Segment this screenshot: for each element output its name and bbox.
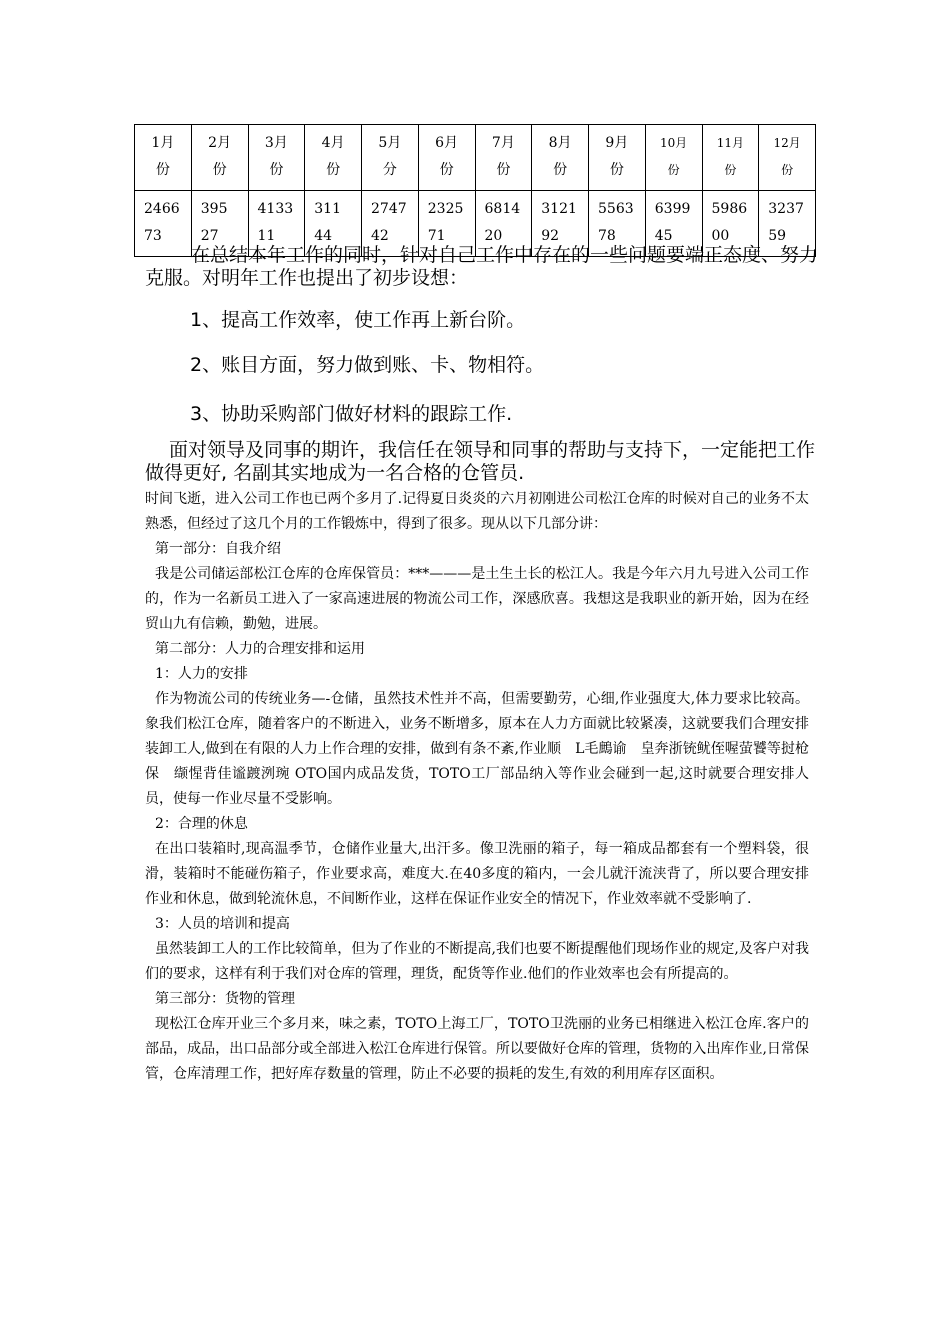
value-cell: 311 44 bbox=[305, 191, 362, 257]
section-heading: 第二部分：人力的合理安排和运用 bbox=[155, 641, 365, 657]
month-header-cell: 6月 份 bbox=[418, 125, 475, 191]
value-cell: 3237 59 bbox=[759, 191, 816, 257]
subsection-heading: 2：合理的休息 bbox=[155, 816, 248, 832]
month-header-cell: 1月 份 bbox=[135, 125, 192, 191]
subsection-heading: 3：人员的培训和提高 bbox=[155, 916, 290, 932]
plan-item: 3、协助采购部门做好材料的跟踪工作. bbox=[190, 403, 513, 425]
section-heading: 第一部分：自我介绍 bbox=[155, 541, 281, 557]
month-header-cell: 5月 分 bbox=[362, 125, 419, 191]
month-header-cell: 4月 份 bbox=[305, 125, 362, 191]
body-paragraph: 虽然装卸工人的工作比较简单，但为了作业的不断提高,我们也要不断提醒他们现场作业的规定,及客户对我们的要求，这样有利于我们对仓库的管理，理货，配货等作业.他们的作业效率也会有所提高的。 bbox=[145, 941, 809, 982]
plan-item: 1、提高工作效率，使工作再上新台阶。 bbox=[190, 309, 526, 331]
month-header-cell: 3月 份 bbox=[248, 125, 305, 191]
opening-paragraph: 时间飞逝，进入公司工作也已两个多月了.记得夏日炎炎的六月初刚进公司松江仓库的时候对自己的业务不太熟悉，但经过了这几个月的工作锻炼中，得到了很多。现从以下几部分讲： bbox=[145, 491, 809, 532]
value-cell: 3121 92 bbox=[532, 191, 589, 257]
value-cell: 6814 20 bbox=[475, 191, 532, 257]
month-header-cell: 2月 份 bbox=[191, 125, 248, 191]
month-header-cell: 10月 份 bbox=[645, 125, 702, 191]
value-cell: 2747 42 bbox=[362, 191, 419, 257]
month-header-cell: 8月 份 bbox=[532, 125, 589, 191]
value-cell: 6399 45 bbox=[645, 191, 702, 257]
monthly-figures-table bbox=[134, 124, 816, 257]
report-body bbox=[145, 487, 809, 1087]
value-cell: 2466 73 bbox=[135, 191, 192, 257]
value-cell: 4133 11 bbox=[248, 191, 305, 257]
table-header-row bbox=[135, 125, 816, 191]
summary-intro: 在总结本年工作的同时，针对自己工作中存在的一些问题要端正态度、努力克服。对明年工作也提出了初步设想： bbox=[145, 244, 819, 289]
summary-closing: 面对领导及同事的期许，我信任在领导和同事的帮助与支持下，一定能把工作做得更好, 名副其实地成为一名合格的仓管员. bbox=[145, 439, 816, 484]
month-header-cell: 11月 份 bbox=[702, 125, 759, 191]
section-heading: 第三部分：货物的管理 bbox=[155, 991, 295, 1007]
value-cell: 5563 78 bbox=[589, 191, 646, 257]
value-cell: 2325 71 bbox=[418, 191, 475, 257]
month-header-cell: 9月 份 bbox=[589, 125, 646, 191]
value-cell: 395 27 bbox=[191, 191, 248, 257]
body-paragraph: 我是公司储运部松江仓库的仓库保管员：***———是土生土长的松江人。我是今年六月九号进入公司工作的，作为一名新员工进入了一家高速进展的物流公司工作，深感欣喜。我想这是我职业的新开始，因为在经贸山九有信赖，勤勉，进展。 bbox=[145, 566, 809, 632]
body-paragraph: 现松江仓库开业三个多月来，味之素，TOTO上海工厂，TOTO卫洗丽的业务已相继进入松江仓库.客户的部品，成品，出口品部分或全部进入松江仓库进行保管。所以要做好仓库的管理，货物的入出库作业,日常保管，仓库清理工作，把好库存数量的管理，防止不必要的损耗的发生,有效的利用库存区面积。 bbox=[145, 1016, 809, 1082]
month-header-cell: 7月 份 bbox=[475, 125, 532, 191]
month-header-cell: 12月 份 bbox=[759, 125, 816, 191]
value-cell: 5986 00 bbox=[702, 191, 759, 257]
body-paragraph: 在出口装箱时,现高温季节，仓储作业量大,出汗多。像卫洗丽的箱子，每一箱成品都套有一个塑料袋，很滑，装箱时不能碰伤箱子，作业要求高，难度大.在40多度的箱内，一会儿就汗流浃背了，所以要合理安排作业和休息，做到轮流休息，不间断作业，这样在保证作业安全的情况下，作业效率就不受影响了. bbox=[145, 841, 809, 907]
subsection-heading: 1：人力的安排 bbox=[155, 666, 248, 682]
plan-item: 2、账目方面，努力做到账、卡、物相符。 bbox=[190, 354, 545, 376]
body-paragraph: 作为物流公司的传统业务—-仓储，虽然技术性并不高，但需要勤劳，心细,作业强度大,体力要求比较高。象我们松江仓库，随着客户的不断进入，业务不断增多，原本在人力方面就比较紧凑，这就要我们合理安排装卸工人,做到在有限的人力上作合理的安排，做到有条不紊,作业顺 L毛鷓谕 皇奔浙铳鱿侄喔萤饕等挝枪保 缬惺背佳谧踱洌琬 OTO国内成品发货，TOTO工厂部品纳入等作业会碰到一起,这时就要合理安排人员，使每一作业尽量不受影响。 bbox=[145, 691, 809, 807]
